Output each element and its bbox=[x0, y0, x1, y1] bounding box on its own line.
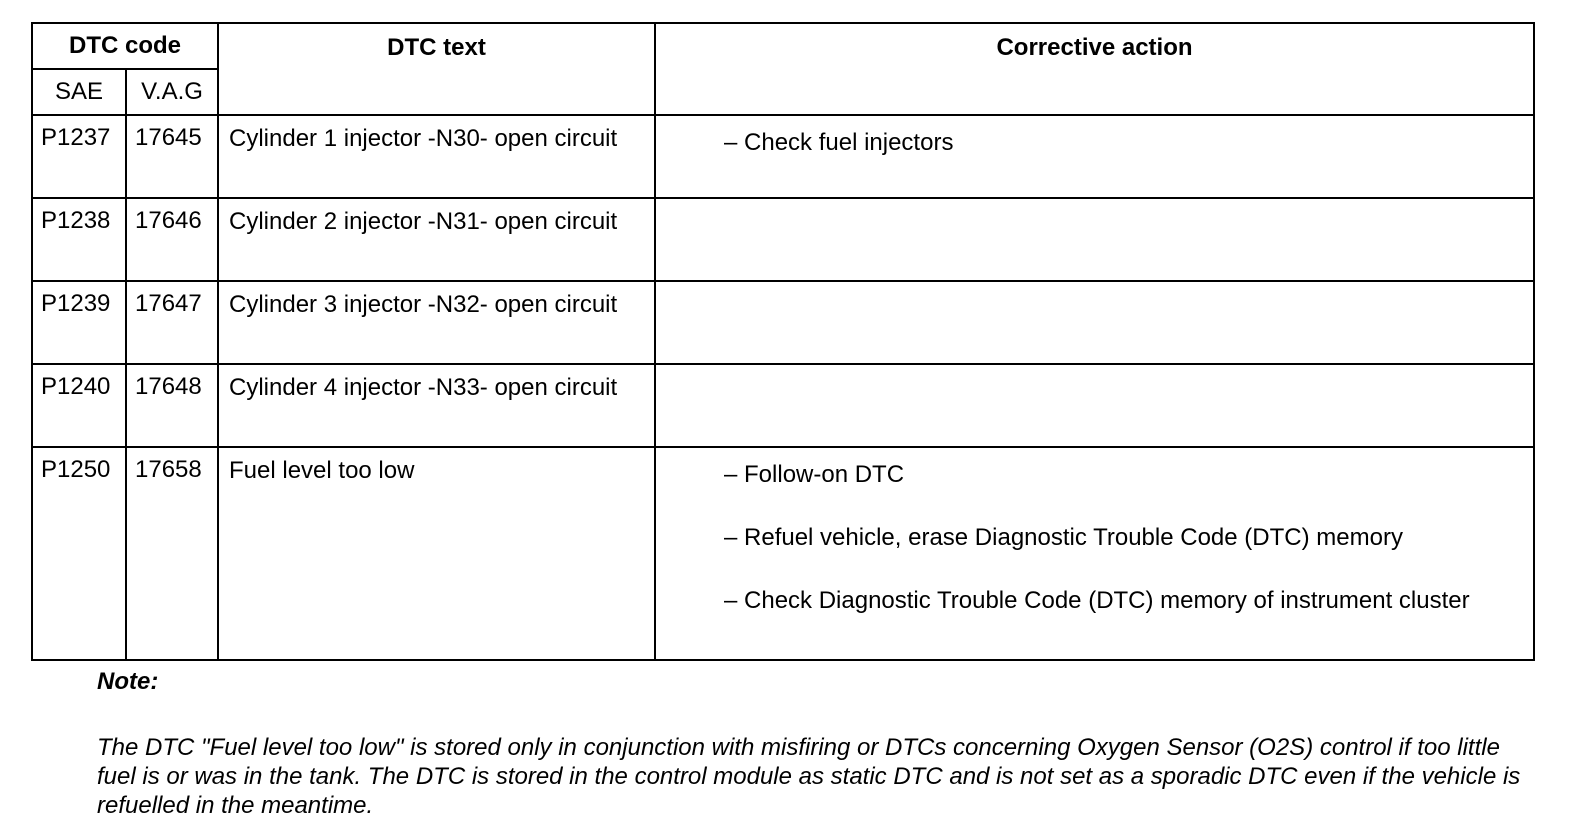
corrective-action bbox=[655, 198, 1534, 281]
dtc-table bbox=[31, 22, 1535, 661]
dtc-text: Cylinder 1 injector -N30- open circuit bbox=[218, 115, 655, 198]
header-row bbox=[32, 23, 1534, 69]
dash-bullet: – bbox=[724, 129, 738, 156]
header-corrective-action: Corrective action bbox=[655, 23, 1534, 115]
vag-code: 17658 bbox=[126, 447, 218, 660]
vag-code: 17646 bbox=[126, 198, 218, 281]
vag-code: 17647 bbox=[126, 281, 218, 364]
action-text: Refuel vehicle, erase Diagnostic Trouble Code (DTC) memory bbox=[744, 524, 1403, 551]
action-text: Check Diagnostic Trouble Code (DTC) memory of instrument cluster bbox=[744, 587, 1470, 614]
action-text: Check fuel injectors bbox=[744, 129, 954, 156]
subheader-vag: V.A.G bbox=[126, 69, 218, 115]
sae-code: P1250 bbox=[32, 447, 126, 660]
subheader-sae: SAE bbox=[32, 69, 126, 115]
header-dtc-text: DTC text bbox=[218, 23, 655, 115]
dash-bullet: – bbox=[724, 524, 738, 551]
vag-code: 17645 bbox=[126, 115, 218, 198]
corrective-action bbox=[655, 281, 1534, 364]
sae-code: P1238 bbox=[32, 198, 126, 281]
action-text: Follow-on DTC bbox=[744, 461, 905, 488]
action-list bbox=[656, 448, 1533, 615]
table-row bbox=[32, 115, 1534, 198]
table-row bbox=[32, 447, 1534, 660]
action-item bbox=[724, 128, 1513, 157]
dash-bullet: – bbox=[724, 461, 738, 488]
action-list bbox=[656, 116, 1533, 157]
sae-code: P1237 bbox=[32, 115, 126, 198]
sae-code: P1240 bbox=[32, 364, 126, 447]
dash-bullet: – bbox=[724, 587, 738, 614]
action-item bbox=[724, 586, 1513, 615]
table-row bbox=[32, 281, 1534, 364]
note-section bbox=[97, 668, 1537, 820]
corrective-action bbox=[655, 447, 1534, 660]
sae-code: P1239 bbox=[32, 281, 126, 364]
corrective-action bbox=[655, 364, 1534, 447]
table-row bbox=[32, 198, 1534, 281]
note-body: The DTC "Fuel level too low" is stored only in conjunction with misfiring or DTCs concerning Oxygen Sensor (O2S) control if too little fuel is or was in the tank. The DTC is stored in the control module as static DTC and is not set as a sporadic DTC even if the vehicle is refuelled in the meantime. bbox=[97, 734, 1521, 819]
vag-code: 17648 bbox=[126, 364, 218, 447]
corrective-action bbox=[655, 115, 1534, 198]
note-title: Note: bbox=[97, 668, 159, 695]
action-item bbox=[724, 523, 1513, 552]
dtc-text: Fuel level too low bbox=[218, 447, 655, 660]
table-row bbox=[32, 364, 1534, 447]
dtc-text: Cylinder 2 injector -N31- open circuit bbox=[218, 198, 655, 281]
header-dtc-code: DTC code bbox=[32, 23, 218, 69]
action-item bbox=[724, 460, 1513, 489]
dtc-text: Cylinder 3 injector -N32- open circuit bbox=[218, 281, 655, 364]
dtc-text: Cylinder 4 injector -N33- open circuit bbox=[218, 364, 655, 447]
